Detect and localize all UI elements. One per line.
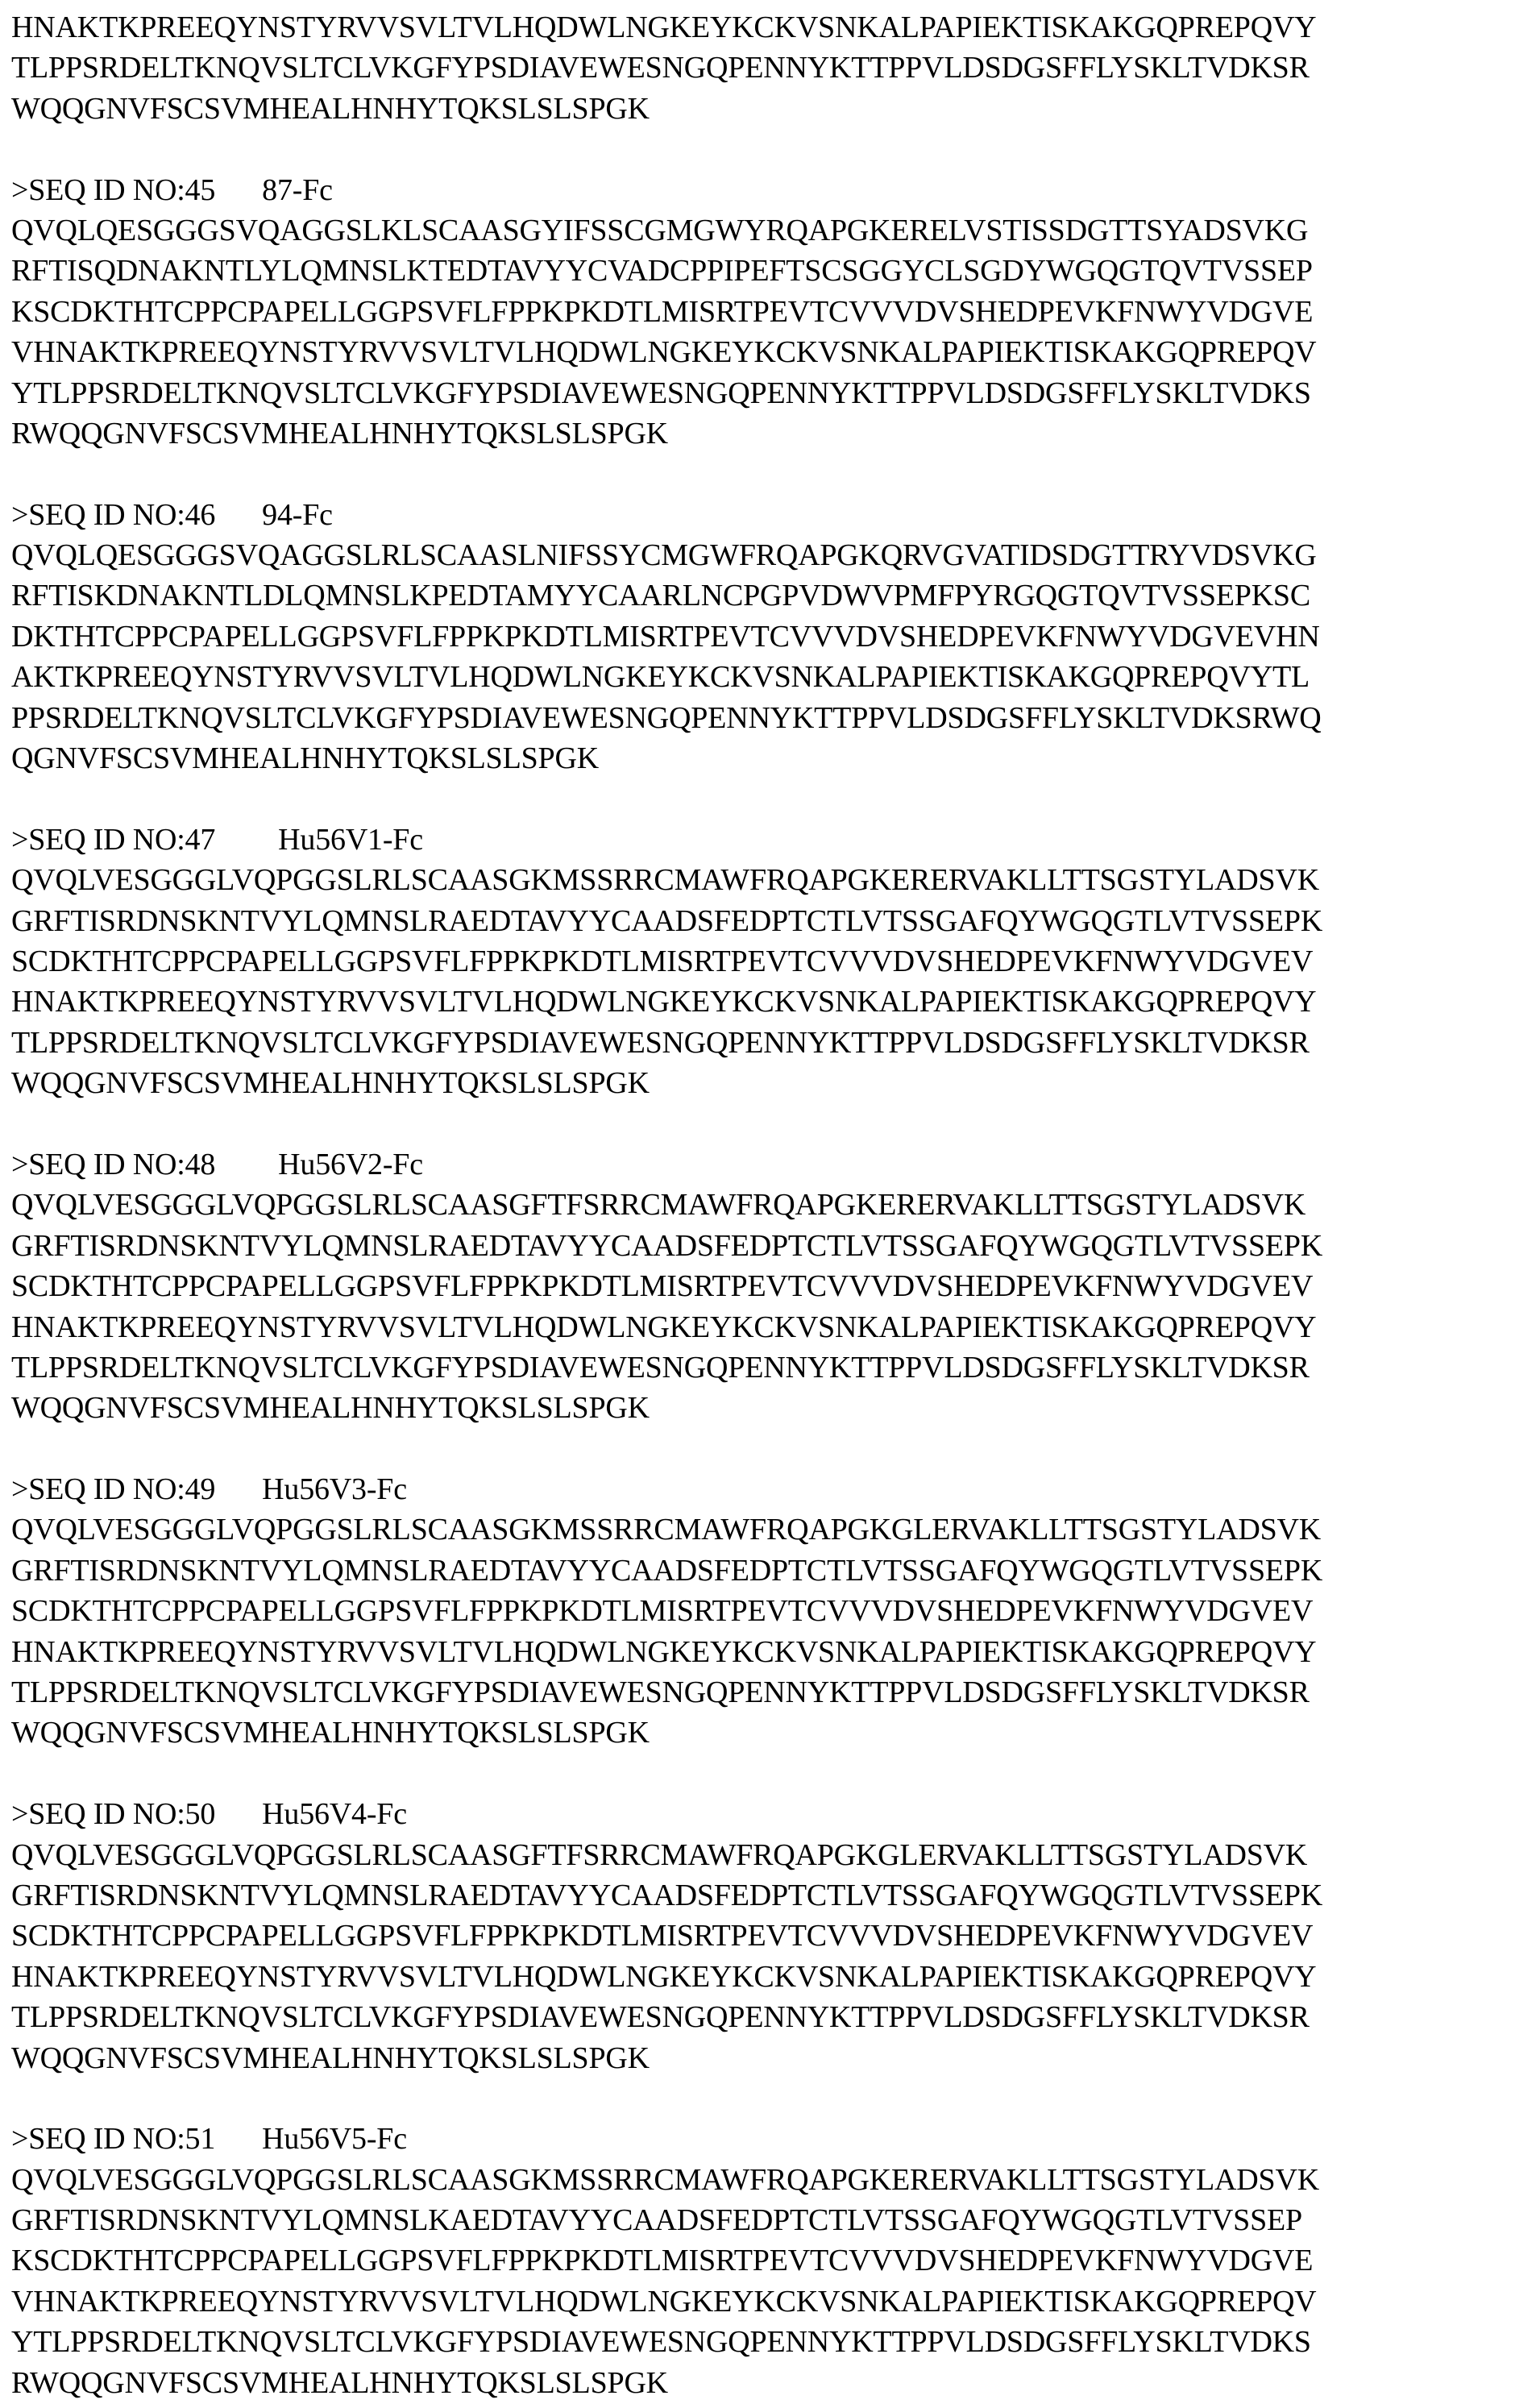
sequence-line: YTLPPSRDELTKNQVSLTCLVKGFYPSDIAVEWESNGQPENNYKTTPPVLDSDGSFFLYSKLTVDKS bbox=[11, 373, 1540, 413]
sequence-line: DKTHTCPPCPAPELLGGPSVFLFPPKPKDTLMISRTPEVTCVVVDVSHEDPEVKFNWYVDGVEVHN bbox=[11, 617, 1540, 657]
sequence-line: QVQLVESGGGLVQPGGSLRLSCAASGFTFSRRCMAWFRQAPGKGLERVAKLLTTSGSTYLADSVK bbox=[11, 1835, 1540, 1875]
sequence-line: PPSRDELTKNQVSLTCLVKGFYPSDIAVEWESNGQPENNYKTTPPVLDSDGSFFLYSKLTVDKSRWQ bbox=[11, 698, 1540, 738]
sequence-id: >SEQ ID NO:48 bbox=[11, 1144, 215, 1185]
sequence-id: >SEQ ID NO:46 bbox=[11, 495, 215, 535]
sequence-name: Hu56V3-Fc bbox=[262, 1469, 407, 1509]
sequence-line: VHNAKTKPREEQYNSTYRVVSVLTVLHQDWLNGKEYKCKVSNKALPAPIEKTISKAKGQPREPQV bbox=[11, 332, 1540, 372]
sequence-name: Hu56V5-Fc bbox=[262, 2119, 407, 2159]
sequence-line: TLPPSRDELTKNQVSLTCLVKGFYPSDIAVEWESNGQPENNYKTTPPVLDSDGSFFLYSKLTVDKSR bbox=[11, 1023, 1540, 1063]
sequence-line: TLPPSRDELTKNQVSLTCLVKGFYPSDIAVEWESNGQPENNYKTTPPVLDSDGSFFLYSKLTVDKSR bbox=[11, 48, 1540, 88]
sequence-header bbox=[11, 1144, 1540, 1185]
sequence-entry bbox=[11, 1794, 1540, 2078]
sequence-line: QVQLVESGGGLVQPGGSLRLSCAASGKMSSRRCMAWFRQAPGKERERVAKLLTTSGSTYLADSVK bbox=[11, 2160, 1540, 2200]
sequence-header bbox=[11, 170, 1540, 210]
sequence-line: HNAKTKPREEQYNSTYRVVSVLTVLHQDWLNGKEYKCKVSNKALPAPIEKTISKAKGQPREPQVY bbox=[11, 1957, 1540, 1997]
sequence-name: 87-Fc bbox=[262, 170, 333, 210]
sequence-line: GRFTISRDNSKNTVYLQMNSLKAEDTAVYYCAADSFEDPTCTLVTSSGAFQYWGQGTLVTVSSEP bbox=[11, 2200, 1540, 2240]
sequence-line: WQQGNVFSCSVMHEALHNHYTQKSLSLSPGK bbox=[11, 1713, 1540, 1753]
sequence-line: SCDKTHTCPPCPAPELLGGPSVFLFPPKPKDTLMISRTPEVTCVVVDVSHEDPEVKFNWYVDGVEV bbox=[11, 1591, 1540, 1631]
sequence-id: >SEQ ID NO:45 bbox=[11, 170, 215, 210]
sequence-line: KSCDKTHTCPPCPAPELLGGPSVFLFPPKPKDTLMISRTPEVTCVVVDVSHEDPEVKFNWYVDGVE bbox=[11, 292, 1540, 332]
sequence-line: RFTISQDNAKNTLYLQMNSLKTEDTAVYYCVADCPPIPEFTSCSGGYCLSGDYWGQGTQVTVSSEP bbox=[11, 251, 1540, 291]
sequence-id: >SEQ ID NO:49 bbox=[11, 1469, 215, 1509]
continued-sequence-block bbox=[11, 7, 1540, 129]
sequence-line: HNAKTKPREEQYNSTYRVVSVLTVLHQDWLNGKEYKCKVSNKALPAPIEKTISKAKGQPREPQVY bbox=[11, 1632, 1540, 1672]
sequence-listing-document bbox=[0, 0, 1540, 2403]
sequence-line: SCDKTHTCPPCPAPELLGGPSVFLFPPKPKDTLMISRTPEVTCVVVDVSHEDPEVKFNWYVDGVEV bbox=[11, 1916, 1540, 1956]
sequence-line: QVQLVESGGGLVQPGGSLRLSCAASGKMSSRRCMAWFRQAPGKERERVAKLLTTSGSTYLADSVK bbox=[11, 860, 1540, 900]
sequence-line: WQQGNVFSCSVMHEALHNHYTQKSLSLSPGK bbox=[11, 1388, 1540, 1428]
sequence-name: Hu56V1-Fc bbox=[278, 820, 423, 860]
sequence-line: HNAKTKPREEQYNSTYRVVSVLTVLHQDWLNGKEYKCKVSNKALPAPIEKTISKAKGQPREPQVY bbox=[11, 982, 1540, 1022]
sequence-header bbox=[11, 1794, 1540, 1834]
sequence-line: QGNVFSCSVMHEALHNHYTQKSLSLSPGK bbox=[11, 738, 1540, 778]
sequence-line: HNAKTKPREEQYNSTYRVVSVLTVLHQDWLNGKEYKCKVSNKALPAPIEKTISKAKGQPREPQVY bbox=[11, 1307, 1540, 1347]
sequence-entry bbox=[11, 170, 1540, 455]
sequence-line: RWQQGNVFSCSVMHEALHNHYTQKSLSLSPGK bbox=[11, 413, 1540, 454]
sequence-name: Hu56V2-Fc bbox=[278, 1144, 423, 1185]
sequence-line: GRFTISRDNSKNTVYLQMNSLRAEDTAVYYCAADSFEDPTCTLVTSSGAFQYWGQGTLVTVSSEPK bbox=[11, 1226, 1540, 1266]
sequence-header bbox=[11, 495, 1540, 535]
sequence-line: QVQLQESGGGSVQAGGSLKLSCAASGYIFSSCGMGWYRQAPGKERELVSTISSDGTTSYADSVKG bbox=[11, 210, 1540, 251]
sequence-name: Hu56V4-Fc bbox=[262, 1794, 407, 1834]
sequence-line: TLPPSRDELTKNQVSLTCLVKGFYPSDIAVEWESNGQPENNYKTTPPVLDSDGSFFLYSKLTVDKSR bbox=[11, 1672, 1540, 1713]
sequence-entry bbox=[11, 1469, 1540, 1754]
sequence-line: TLPPSRDELTKNQVSLTCLVKGFYPSDIAVEWESNGQPENNYKTTPPVLDSDGSFFLYSKLTVDKSR bbox=[11, 1997, 1540, 2037]
sequence-line: WQQGNVFSCSVMHEALHNHYTQKSLSLSPGK bbox=[11, 89, 1540, 129]
sequence-name: 94-Fc bbox=[262, 495, 333, 535]
sequence-line: SCDKTHTCPPCPAPELLGGPSVFLFPPKPKDTLMISRTPEVTCVVVDVSHEDPEVKFNWYVDGVEV bbox=[11, 1266, 1540, 1306]
sequence-entry bbox=[11, 1144, 1540, 1429]
sequence-line: RWQQGNVFSCSVMHEALHNHYTQKSLSLSPGK bbox=[11, 2363, 1540, 2403]
sequence-header bbox=[11, 820, 1540, 860]
sequence-header bbox=[11, 2119, 1540, 2159]
sequence-entry bbox=[11, 820, 1540, 1104]
sequence-line: WQQGNVFSCSVMHEALHNHYTQKSLSLSPGK bbox=[11, 2038, 1540, 2078]
sequence-line: QVQLVESGGGLVQPGGSLRLSCAASGFTFSRRCMAWFRQAPGKERERVAKLLTTSGSTYLADSVK bbox=[11, 1185, 1540, 1225]
sequence-line: QVQLQESGGGSVQAGGSLRLSCAASLNIFSSYCMGWFRQAPGKQRVGVATIDSDGTTRYVDSVKG bbox=[11, 535, 1540, 575]
sequence-line: SCDKTHTCPPCPAPELLGGPSVFLFPPKPKDTLMISRTPEVTCVVVDVSHEDPEVKFNWYVDGVEV bbox=[11, 941, 1540, 982]
sequence-line: GRFTISRDNSKNTVYLQMNSLRAEDTAVYYCAADSFEDPTCTLVTSSGAFQYWGQGTLVTVSSEPK bbox=[11, 1875, 1540, 1916]
sequence-header bbox=[11, 1469, 1540, 1509]
sequence-entry bbox=[11, 495, 1540, 779]
sequence-list bbox=[11, 170, 1540, 2403]
sequence-line: QVQLVESGGGLVQPGGSLRLSCAASGKMSSRRCMAWFRQAPGKGLERVAKLLTTSGSTYLADSVK bbox=[11, 1509, 1540, 1550]
sequence-line: VHNAKTKPREEQYNSTYRVVSVLTVLHQDWLNGKEYKCKVSNKALPAPIEKTISKAKGQPREPQV bbox=[11, 2281, 1540, 2322]
sequence-line: WQQGNVFSCSVMHEALHNHYTQKSLSLSPGK bbox=[11, 1063, 1540, 1103]
sequence-line: AKTKPREEQYNSTYRVVSVLTVLHQDWLNGKEYKCKVSNKALPAPIEKTISKAKGQPREPQVYTL bbox=[11, 657, 1540, 697]
sequence-line: TLPPSRDELTKNQVSLTCLVKGFYPSDIAVEWESNGQPENNYKTTPPVLDSDGSFFLYSKLTVDKSR bbox=[11, 1347, 1540, 1388]
sequence-line: GRFTISRDNSKNTVYLQMNSLRAEDTAVYYCAADSFEDPTCTLVTSSGAFQYWGQGTLVTVSSEPK bbox=[11, 901, 1540, 941]
sequence-line: GRFTISRDNSKNTVYLQMNSLRAEDTAVYYCAADSFEDPTCTLVTSSGAFQYWGQGTLVTVSSEPK bbox=[11, 1551, 1540, 1591]
sequence-id: >SEQ ID NO:50 bbox=[11, 1794, 215, 1834]
sequence-line: YTLPPSRDELTKNQVSLTCLVKGFYPSDIAVEWESNGQPENNYKTTPPVLDSDGSFFLYSKLTVDKS bbox=[11, 2322, 1540, 2362]
sequence-id: >SEQ ID NO:51 bbox=[11, 2119, 215, 2159]
sequence-entry bbox=[11, 2119, 1540, 2403]
sequence-line: HNAKTKPREEQYNSTYRVVSVLTVLHQDWLNGKEYKCKVSNKALPAPIEKTISKAKGQPREPQVY bbox=[11, 7, 1540, 48]
sequence-line: KSCDKTHTCPPCPAPELLGGPSVFLFPPKPKDTLMISRTPEVTCVVVDVSHEDPEVKFNWYVDGVE bbox=[11, 2240, 1540, 2281]
sequence-id: >SEQ ID NO:47 bbox=[11, 820, 215, 860]
sequence-line: RFTISKDNAKNTLDLQMNSLKPEDTAMYYCAARLNCPGPVDWVPMFPYRGQGTQVTVSSEPKSC bbox=[11, 575, 1540, 616]
